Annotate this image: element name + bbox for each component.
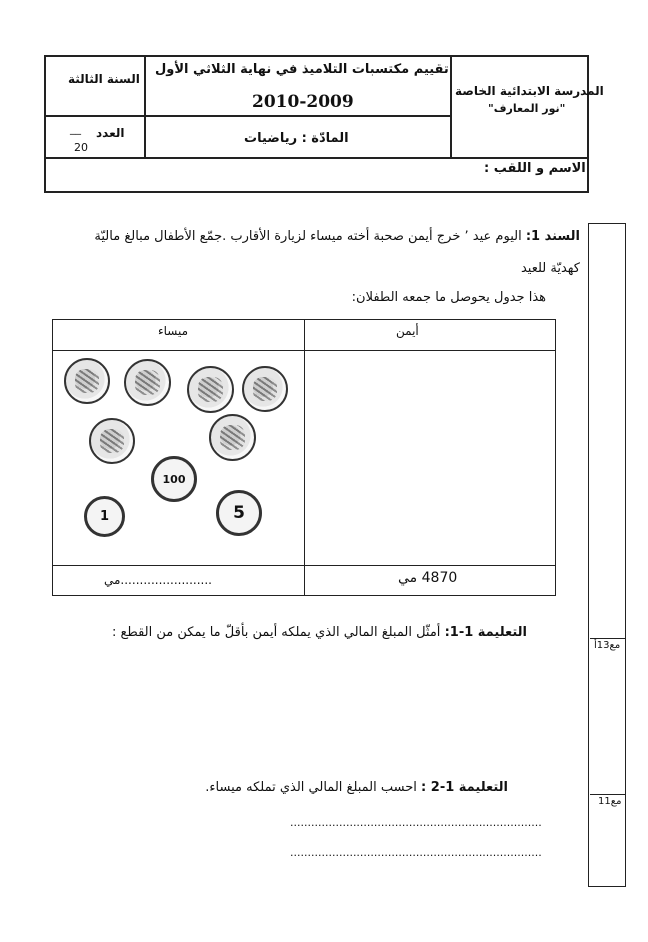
coin-decorative [89, 418, 135, 464]
sanad-line2: كهديّة للعيد [520, 261, 580, 276]
coin-decorative [124, 359, 171, 406]
margin-score-1-value: 3 [603, 640, 610, 651]
maysa-total-blank[interactable]: ........................مي [104, 573, 212, 587]
task2-label: التعليمة 1-2 : [421, 780, 508, 795]
coin-5: 5 [216, 490, 262, 536]
margin-score-2-label: مع1 [598, 796, 622, 807]
sanad-label: السند 1: [525, 229, 580, 244]
header-vline-left [144, 57, 146, 157]
score-blank: __ [70, 122, 81, 135]
header-left-divider [46, 115, 144, 117]
coin-decorative [209, 414, 256, 461]
grade-label: السنة الثالثة [68, 72, 140, 86]
margin-score-box-2 [590, 778, 626, 795]
margin-score-2 [598, 796, 621, 807]
coin-100: 100 [151, 456, 197, 502]
task1-label: التعليمة 1-1: [444, 625, 527, 640]
exam-title: تقييم مكتسبات التلاميذ في نهاية الثلاثي الأول [155, 62, 449, 77]
answer-line-2[interactable]: ........................................................................ [290, 846, 542, 859]
school-name-line1: المدرسة الابتدائية الخاصة [455, 84, 604, 98]
coin-decorative [242, 366, 288, 412]
score-label: العدد [96, 126, 125, 140]
score-total: 20 [74, 141, 88, 154]
subject-label: المادّة : رياضيات [244, 131, 349, 146]
table-intro: هذا جدول يحوصل ما جمعه الطفلان: [351, 290, 546, 305]
table-header-ayman: أيمن [396, 324, 419, 338]
school-year: 2010-2009 [252, 92, 354, 112]
margin-score-box-1 [590, 622, 626, 639]
header-middle-divider [146, 115, 450, 117]
coin-decorative [64, 358, 110, 404]
table-header-maysa: ميساء [158, 324, 189, 338]
margin-score-1-suffix: أ [594, 640, 597, 651]
ayman-total: 4870 مي [398, 570, 458, 586]
sanad-line1 [94, 229, 580, 244]
answer-line-1[interactable]: ........................................................................ [290, 816, 542, 829]
name-field-label[interactable]: الاسم و اللقب : [484, 161, 586, 176]
margin-score-1 [594, 640, 620, 651]
coin-decorative [187, 366, 234, 413]
margin-score-1-label: مع1 [596, 640, 621, 651]
header-vline-right [450, 57, 452, 157]
task2-text: احسب المبلغ المالي الذي تملكه ميساء. [205, 780, 422, 795]
coin-1: 1 [84, 496, 125, 537]
task1 [112, 625, 527, 640]
task1-text: أمثّل المبلغ المالي الذي يملكه أيمن بأقلّ ما يمكن من القطع : [112, 625, 445, 640]
school-name-line2: "نور المعارف" [488, 102, 566, 115]
header-divider [46, 157, 587, 159]
table-column-divider [304, 320, 305, 595]
sanad-text: اليوم عيد ٬ خرج أيمن صحبة أخته ميساء لزيارة الأقارب .جمّع الأطفال مبالغ ماليّة [94, 229, 526, 244]
margin-score-2-value: 1 [604, 796, 611, 807]
task2 [205, 780, 508, 795]
